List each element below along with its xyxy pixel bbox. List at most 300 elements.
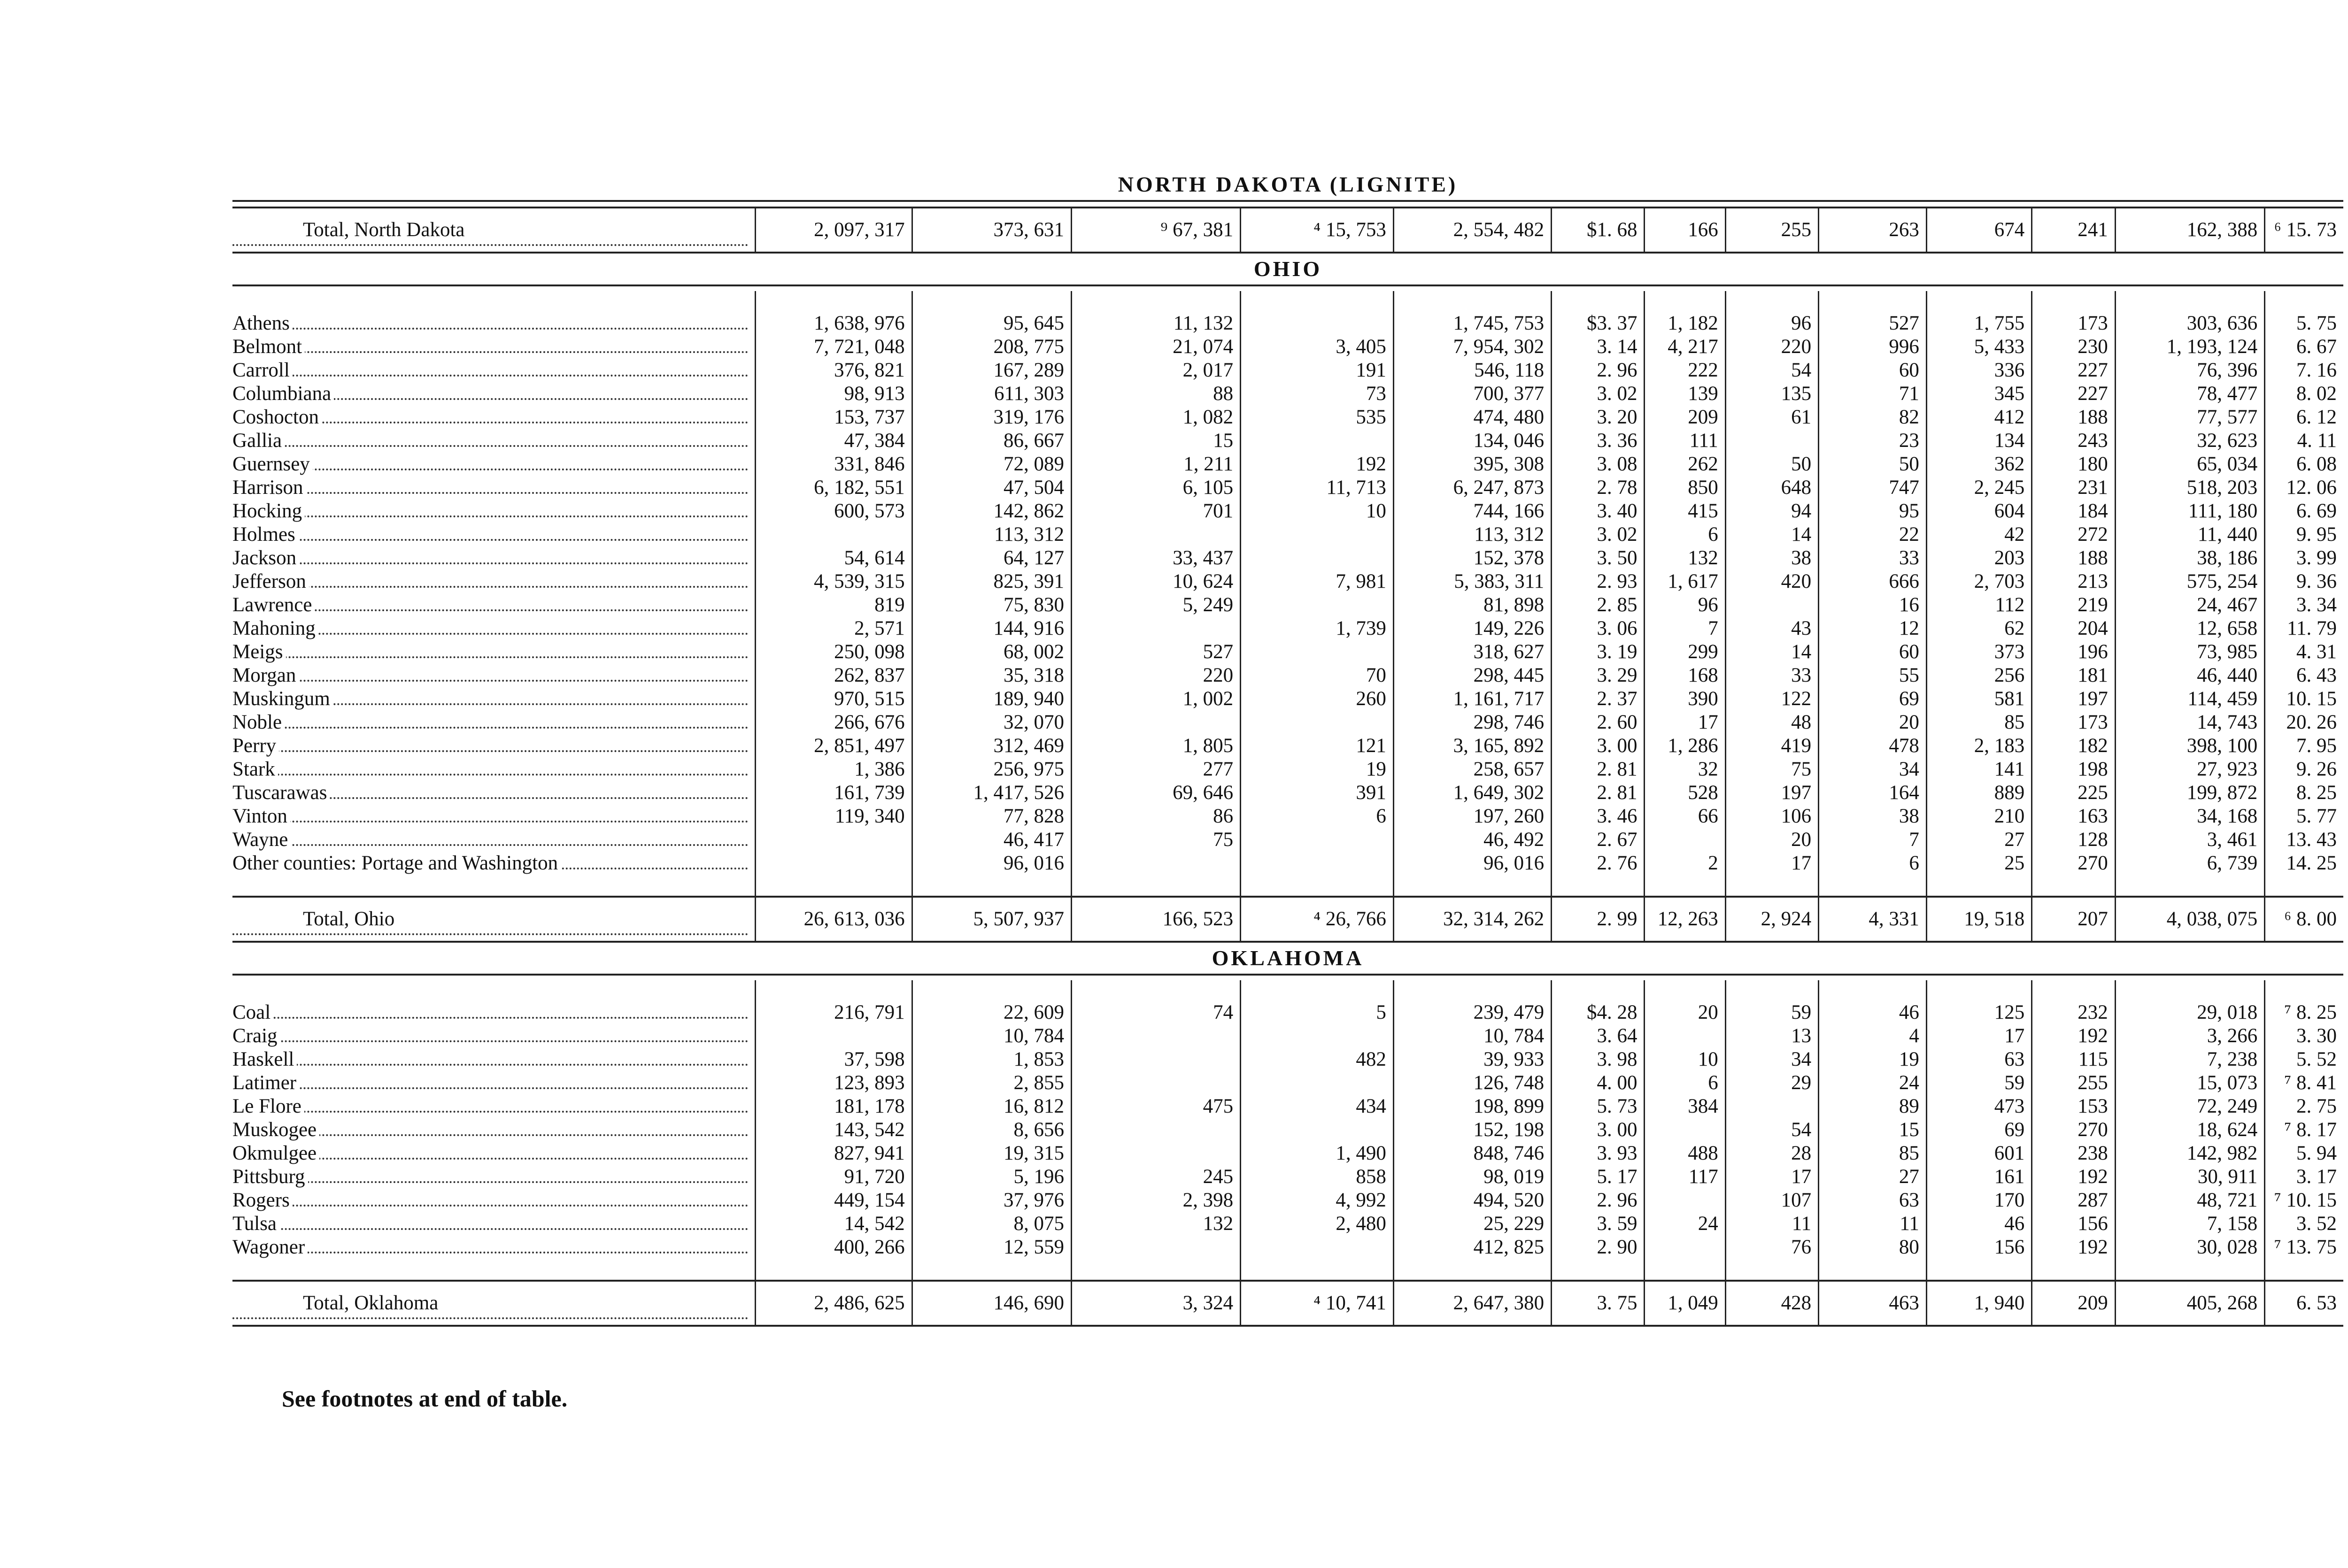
value-cell: 3. 36 <box>1552 429 1645 453</box>
value-cell: 11, 132 <box>1071 312 1240 335</box>
value-cell: 1, 286 <box>1645 734 1725 758</box>
value-cell: 3, 405 <box>1241 335 1394 359</box>
spacer-cell <box>232 980 755 1001</box>
total-value: 12, 263 <box>1645 897 1725 942</box>
spacer-row <box>232 291 2343 312</box>
county-name <box>232 852 755 875</box>
value-cell: 287 <box>2032 1189 2115 1212</box>
value-cell: 488 <box>1645 1142 1725 1165</box>
value-cell: 8, 656 <box>912 1118 1071 1142</box>
table-row <box>232 312 2343 335</box>
spacer-cell <box>755 980 912 1001</box>
value-cell: ⁷ 13. 75 <box>2265 1236 2343 1259</box>
value-cell: 6, 105 <box>1071 476 1240 500</box>
value-cell: 76, 396 <box>2115 359 2264 382</box>
spacer-cell <box>1645 980 1725 1001</box>
county-label: Athens <box>232 312 293 334</box>
value-cell: 8, 075 <box>912 1212 1071 1236</box>
county-label: Wagoner <box>232 1236 308 1258</box>
spacer-cell <box>1393 875 1551 897</box>
spacer-cell <box>1071 875 1240 897</box>
spacer-cell <box>2265 980 2343 1001</box>
value-cell: 398, 100 <box>2115 734 2264 758</box>
value-cell: 139 <box>1645 382 1725 406</box>
value-cell: 5 <box>1241 1001 1394 1024</box>
value-cell: 164 <box>1819 781 1927 805</box>
value-cell: 199, 872 <box>2115 781 2264 805</box>
value-cell <box>1241 593 1394 617</box>
value-cell: 33, 437 <box>1071 546 1240 570</box>
value-cell: 13 <box>1725 1024 1818 1048</box>
value-cell: 37, 598 <box>755 1048 912 1071</box>
county-name <box>232 359 755 382</box>
value-cell: 208, 775 <box>912 335 1071 359</box>
value-cell: 475 <box>1071 1095 1240 1118</box>
total-value: ⁴ 10, 741 <box>1241 1281 1394 1326</box>
value-cell: 412 <box>1926 406 2031 429</box>
value-cell: 161 <box>1926 1165 2031 1189</box>
value-cell: 144, 916 <box>912 617 1071 640</box>
value-cell: 5, 249 <box>1071 593 1240 617</box>
value-cell <box>1071 1236 1240 1259</box>
value-cell: 47, 504 <box>912 476 1071 500</box>
value-cell: 494, 520 <box>1393 1189 1551 1212</box>
value-cell: 6 <box>1645 523 1725 546</box>
value-cell: 6, 182, 551 <box>755 476 912 500</box>
value-cell: 47, 384 <box>755 429 912 453</box>
value-cell: 7, 954, 302 <box>1393 335 1551 359</box>
table-row <box>232 476 2343 500</box>
total-value: ⁶ 15. 73 <box>2265 208 2343 253</box>
value-cell: 345 <box>1926 382 2031 406</box>
value-cell: 848, 746 <box>1393 1142 1551 1165</box>
total-value: 1, 940 <box>1926 1281 2031 1326</box>
value-cell: 1, 745, 753 <box>1393 312 1551 335</box>
value-cell: 163 <box>2032 805 2115 828</box>
county-name <box>232 1048 755 1071</box>
value-cell: 132 <box>1071 1212 1240 1236</box>
value-cell: 362 <box>1926 453 2031 476</box>
total-value: ⁶ 8. 00 <box>2265 897 2343 942</box>
value-cell: 188 <box>2032 406 2115 429</box>
value-cell: 581 <box>1926 687 2031 711</box>
value-cell: 17 <box>1725 1165 1818 1189</box>
value-cell: 390 <box>1645 687 1725 711</box>
county-name <box>232 335 755 359</box>
value-cell: 46, 492 <box>1393 828 1551 852</box>
value-cell: 3. 64 <box>1552 1024 1645 1048</box>
value-cell: 106 <box>1725 805 1818 828</box>
spacer-cell <box>232 1259 755 1281</box>
value-cell: 34 <box>1819 758 1927 781</box>
value-cell: 22 <box>1819 523 1927 546</box>
value-cell: 272 <box>2032 523 2115 546</box>
value-cell: 14 <box>1725 640 1818 664</box>
value-cell: 8. 25 <box>2265 781 2343 805</box>
county-label: Vinton <box>232 805 290 827</box>
table-row <box>232 335 2343 359</box>
value-cell: 86, 667 <box>912 429 1071 453</box>
value-cell <box>1241 1071 1394 1095</box>
value-cell: 11 <box>1819 1212 1927 1236</box>
value-cell: 69 <box>1819 687 1927 711</box>
value-cell: 60 <box>1819 640 1927 664</box>
spacer-cell <box>912 291 1071 312</box>
value-cell <box>1241 640 1394 664</box>
value-cell: 827, 941 <box>755 1142 912 1165</box>
total-label: Total, North Dakota <box>303 219 465 241</box>
value-cell <box>1241 1024 1394 1048</box>
table-body <box>232 169 2343 1326</box>
value-cell: 245 <box>1071 1165 1240 1189</box>
value-cell: 17 <box>1725 852 1818 875</box>
value-cell: 192 <box>1241 453 1394 476</box>
value-cell: 76 <box>1725 1236 1818 1259</box>
value-cell: 303, 636 <box>2115 312 2264 335</box>
county-name <box>232 570 755 593</box>
value-cell: 319, 176 <box>912 406 1071 429</box>
value-cell: 575, 254 <box>2115 570 2264 593</box>
value-cell: 77, 577 <box>2115 406 2264 429</box>
value-cell: 28 <box>1725 1142 1818 1165</box>
county-label: Jefferson <box>232 570 309 592</box>
value-cell: 373 <box>1926 640 2031 664</box>
value-cell: 59 <box>1725 1001 1818 1024</box>
value-cell: 216, 791 <box>755 1001 912 1024</box>
spacer-cell <box>2265 1259 2343 1281</box>
value-cell <box>1241 523 1394 546</box>
total-row <box>232 897 2343 942</box>
value-cell: 2, 017 <box>1071 359 1240 382</box>
value-cell: 3. 00 <box>1552 1118 1645 1142</box>
county-name <box>232 1024 755 1048</box>
value-cell: 69 <box>1926 1118 2031 1142</box>
value-cell: 6. 08 <box>2265 453 2343 476</box>
county-label: Coshocton <box>232 406 322 428</box>
value-cell: 6, 247, 873 <box>1393 476 1551 500</box>
table-row <box>232 593 2343 617</box>
total-value: 26, 613, 036 <box>755 897 912 942</box>
value-cell: 11, 713 <box>1241 476 1394 500</box>
value-cell: 3. 29 <box>1552 664 1645 687</box>
value-cell: 4, 217 <box>1645 335 1725 359</box>
value-cell: 54, 614 <box>755 546 912 570</box>
county-label: Stark <box>232 758 278 780</box>
value-cell: 474, 480 <box>1393 406 1551 429</box>
county-label: Perry <box>232 735 279 757</box>
value-cell: 2 <box>1645 852 1725 875</box>
value-cell: 141 <box>1926 758 2031 781</box>
value-cell: 191 <box>1241 359 1394 382</box>
value-cell: 2, 183 <box>1926 734 2031 758</box>
value-cell: 256, 975 <box>912 758 1071 781</box>
value-cell: 5. 73 <box>1552 1095 1645 1118</box>
value-cell: 73 <box>1241 382 1394 406</box>
table-row <box>232 805 2343 828</box>
table-row <box>232 1001 2343 1024</box>
value-cell: 3. 06 <box>1552 617 1645 640</box>
value-cell: 88 <box>1071 382 1240 406</box>
value-cell: 2. 90 <box>1552 1236 1645 1259</box>
value-cell: 96, 016 <box>912 852 1071 875</box>
coal-production-table <box>232 169 2343 1327</box>
value-cell: 10, 784 <box>912 1024 1071 1048</box>
value-cell: 2. 93 <box>1552 570 1645 593</box>
value-cell: 94 <box>1725 500 1818 523</box>
value-cell: 2, 703 <box>1926 570 2031 593</box>
value-cell: 1, 755 <box>1926 312 2031 335</box>
total-value: 166 <box>1645 208 1725 253</box>
value-cell: 96, 016 <box>1393 852 1551 875</box>
county-label: Tuscarawas <box>232 782 330 804</box>
value-cell: 298, 445 <box>1393 664 1551 687</box>
value-cell: 20 <box>1819 711 1927 734</box>
value-cell: 4, 539, 315 <box>755 570 912 593</box>
value-cell: 161, 739 <box>755 781 912 805</box>
value-cell: 152, 198 <box>1393 1118 1551 1142</box>
spacer-cell <box>1241 291 1394 312</box>
spacer-cell <box>2032 291 2115 312</box>
value-cell: 3. 34 <box>2265 593 2343 617</box>
value-cell: 70 <box>1241 664 1394 687</box>
spacer-cell <box>1071 1259 1240 1281</box>
value-cell: 34, 168 <box>2115 805 2264 828</box>
value-cell: 115 <box>2032 1048 2115 1071</box>
value-cell: 1, 490 <box>1241 1142 1394 1165</box>
value-cell: 747 <box>1819 476 1927 500</box>
table-row <box>232 1048 2343 1071</box>
county-label: Belmont <box>232 336 305 358</box>
value-cell <box>1241 711 1394 734</box>
value-cell: 61 <box>1725 406 1818 429</box>
value-cell: 222 <box>1645 359 1725 382</box>
county-label: Muskogee <box>232 1119 319 1141</box>
value-cell: 604 <box>1926 500 2031 523</box>
value-cell: 77, 828 <box>912 805 1071 828</box>
value-cell: 173 <box>2032 312 2115 335</box>
value-cell: 89 <box>1819 1095 1927 1118</box>
value-cell: 850 <box>1645 476 1725 500</box>
value-cell: 168 <box>1645 664 1725 687</box>
value-cell <box>1241 828 1394 852</box>
value-cell <box>755 1024 912 1048</box>
spacer-cell <box>1552 1259 1645 1281</box>
spacer-cell <box>1645 875 1725 897</box>
value-cell: 535 <box>1241 406 1394 429</box>
spacer-cell <box>2032 1259 2115 1281</box>
value-cell: 10, 784 <box>1393 1024 1551 1048</box>
value-cell: 473 <box>1926 1095 2031 1118</box>
value-cell: 2. 85 <box>1552 593 1645 617</box>
total-value: 2, 554, 482 <box>1393 208 1551 253</box>
value-cell: 156 <box>1926 1236 2031 1259</box>
total-value: ⁹ 67, 381 <box>1071 208 1240 253</box>
value-cell: 30, 028 <box>2115 1236 2264 1259</box>
value-cell: 4. 31 <box>2265 640 2343 664</box>
value-cell: 59 <box>1926 1071 2031 1095</box>
value-cell: 412, 825 <box>1393 1236 1551 1259</box>
table-row <box>232 500 2343 523</box>
value-cell: 22, 609 <box>912 1001 1071 1024</box>
spacer-cell <box>1241 875 1394 897</box>
value-cell: 20 <box>1725 828 1818 852</box>
value-cell: $4. 28 <box>1552 1001 1645 1024</box>
value-cell: 204 <box>2032 617 2115 640</box>
total-label-cell <box>232 208 755 253</box>
value-cell <box>755 852 912 875</box>
value-cell: 258, 657 <box>1393 758 1551 781</box>
value-cell: 1, 617 <box>1645 570 1725 593</box>
value-cell: 72, 249 <box>2115 1095 2264 1118</box>
county-label: Lawrence <box>232 594 315 616</box>
value-cell: 2, 480 <box>1241 1212 1394 1236</box>
value-cell: 1, 161, 717 <box>1393 687 1551 711</box>
value-cell: 192 <box>2032 1024 2115 1048</box>
value-cell: 121 <box>1241 734 1394 758</box>
spacer-cell <box>912 875 1071 897</box>
value-cell: 6. 43 <box>2265 664 2343 687</box>
table-row <box>232 1236 2343 1259</box>
spacer-cell <box>1926 980 2031 1001</box>
value-cell: ⁷ 8. 25 <box>2265 1001 2343 1024</box>
value-cell: 611, 303 <box>912 382 1071 406</box>
value-cell: 270 <box>2032 1118 2115 1142</box>
county-label: Okmulgee <box>232 1142 319 1164</box>
value-cell: 2, 571 <box>755 617 912 640</box>
value-cell: 3, 165, 892 <box>1393 734 1551 758</box>
table-row <box>232 406 2343 429</box>
value-cell: 1, 082 <box>1071 406 1240 429</box>
value-cell: 16, 812 <box>912 1095 1071 1118</box>
value-cell: 63 <box>1819 1189 1927 1212</box>
value-cell: 196 <box>2032 640 2115 664</box>
county-label: Muskingum <box>232 688 333 710</box>
value-cell: 3. 40 <box>1552 500 1645 523</box>
table-row <box>232 546 2343 570</box>
spacer-row <box>232 875 2343 897</box>
value-cell: 4 <box>1819 1024 1927 1048</box>
value-cell: 1, 182 <box>1645 312 1725 335</box>
value-cell: 153 <box>2032 1095 2115 1118</box>
value-cell: 2. 78 <box>1552 476 1645 500</box>
county-label: Holmes <box>232 523 298 546</box>
value-cell: 449, 154 <box>755 1189 912 1212</box>
value-cell: ⁷ 8. 41 <box>2265 1071 2343 1095</box>
value-cell <box>1725 429 1818 453</box>
value-cell: 156 <box>2032 1212 2115 1236</box>
spacer-cell <box>1241 980 1394 1001</box>
value-cell: 376, 821 <box>755 359 912 382</box>
value-cell: 7, 981 <box>1241 570 1394 593</box>
table-row <box>232 687 2343 711</box>
total-label: Total, Ohio <box>303 908 395 930</box>
value-cell: 266, 676 <box>755 711 912 734</box>
rule-cell <box>232 201 2343 208</box>
value-cell: 123, 893 <box>755 1071 912 1095</box>
value-cell: 4. 00 <box>1552 1071 1645 1095</box>
county-label: Haskell <box>232 1048 297 1070</box>
value-cell: 54 <box>1725 359 1818 382</box>
value-cell: 336 <box>1926 359 2031 382</box>
value-cell: 2. 67 <box>1552 828 1645 852</box>
value-cell: 91, 720 <box>755 1165 912 1189</box>
county-name <box>232 406 755 429</box>
value-cell <box>1241 429 1394 453</box>
spacer-cell <box>1552 875 1645 897</box>
table-row <box>232 758 2343 781</box>
value-cell: 2. 81 <box>1552 781 1645 805</box>
total-value: 263 <box>1819 208 1927 253</box>
total-value: 162, 388 <box>2115 208 2264 253</box>
value-cell: 111 <box>1645 429 1725 453</box>
county-label: Columbiana <box>232 383 334 405</box>
value-cell: 819 <box>755 593 912 617</box>
value-cell: 996 <box>1819 335 1927 359</box>
value-cell: 256 <box>1926 664 2031 687</box>
footnote-text: See footnotes at end of table. <box>282 1385 568 1412</box>
rule-cell <box>232 975 2343 980</box>
total-value: 207 <box>2032 897 2115 942</box>
value-cell: 527 <box>1819 312 1927 335</box>
value-cell: 2. 96 <box>1552 1189 1645 1212</box>
value-cell: 114, 459 <box>2115 687 2264 711</box>
value-cell: 3. 02 <box>1552 523 1645 546</box>
spacer-cell <box>1393 291 1551 312</box>
value-cell: 270 <box>2032 852 2115 875</box>
value-cell: 1, 211 <box>1071 453 1240 476</box>
table-row <box>232 453 2343 476</box>
spacer-cell <box>1645 291 1725 312</box>
value-cell: 210 <box>1926 805 2031 828</box>
value-cell: 2. 75 <box>2265 1095 2343 1118</box>
value-cell: 478 <box>1819 734 1927 758</box>
value-cell: 119, 340 <box>755 805 912 828</box>
value-cell: 1, 002 <box>1071 687 1240 711</box>
value-cell: 391 <box>1241 781 1394 805</box>
value-cell: 14. 25 <box>2265 852 2343 875</box>
value-cell: 65, 034 <box>2115 453 2264 476</box>
value-cell: 648 <box>1725 476 1818 500</box>
table-row <box>232 617 2343 640</box>
total-value: 463 <box>1819 1281 1927 1326</box>
value-cell: 181 <box>2032 664 2115 687</box>
value-cell: 220 <box>1725 335 1818 359</box>
value-cell: 18, 624 <box>2115 1118 2264 1142</box>
table-row <box>232 1165 2343 1189</box>
value-cell: 255 <box>2032 1071 2115 1095</box>
county-label: Carroll <box>232 359 293 381</box>
table-row <box>232 1212 2343 1236</box>
county-label: Coal <box>232 1001 273 1023</box>
value-cell: 184 <box>2032 500 2115 523</box>
value-cell: 227 <box>2032 359 2115 382</box>
section-heading-row <box>232 253 2343 285</box>
total-label: Total, Oklahoma <box>303 1292 439 1314</box>
value-cell: $3. 37 <box>1552 312 1645 335</box>
value-cell: 96 <box>1645 593 1725 617</box>
value-cell: 666 <box>1819 570 1927 593</box>
spacer-cell <box>1725 291 1818 312</box>
value-cell: 2, 855 <box>912 1071 1071 1095</box>
total-value: 166, 523 <box>1071 897 1240 942</box>
rule-cell <box>232 285 2343 291</box>
county-name <box>232 429 755 453</box>
county-label: Hocking <box>232 500 305 522</box>
value-cell: 5, 383, 311 <box>1393 570 1551 593</box>
spacer-cell <box>755 1259 912 1281</box>
value-cell: 149, 226 <box>1393 617 1551 640</box>
value-cell: 1, 193, 124 <box>2115 335 2264 359</box>
